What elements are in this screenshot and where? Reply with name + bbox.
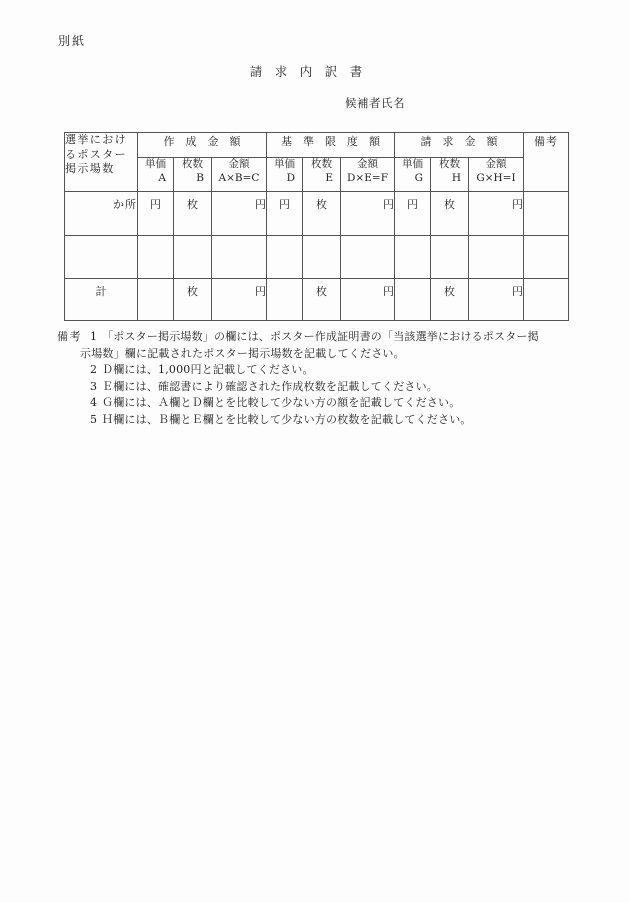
notes-label: 備考 — [57, 330, 82, 343]
total-cell-yen-c: 円 — [212, 279, 267, 321]
notes-section — [0, 329, 630, 429]
total-cell-d — [267, 279, 303, 321]
total-remarks-cell — [524, 279, 569, 321]
unit-cell-yen-d: 円 — [267, 192, 303, 236]
total-cell-sheets-h: 枚 — [431, 279, 469, 321]
total-cell-sheets-b: 枚 — [174, 279, 212, 321]
unit-cell-yen-f: 円 — [341, 192, 395, 236]
sub-header-sheets-h: 枚数 H — [431, 158, 469, 192]
empty-cell — [267, 236, 303, 279]
poster-sites-header-line: 掲示場数 — [65, 162, 115, 176]
note-text-3: Ｅ欄には、確認書により確認された作成枚数を記載してください。 — [102, 379, 438, 393]
unit-cell-yen-i: 円 — [469, 192, 524, 236]
note-item-5 — [0, 412, 630, 429]
total-cell-yen-i: 円 — [469, 279, 524, 321]
sites-unit-cell: か所 — [65, 192, 138, 236]
candidate-name-label: 候補者氏名 — [345, 96, 405, 110]
sub-header-unit-price-g: 単価 G — [395, 158, 431, 192]
sub-header-amount-f: 金額 D×E=F — [341, 158, 395, 192]
note-number-2: 2 — [90, 363, 97, 377]
note-item-1 — [0, 329, 630, 346]
empty-cell — [174, 236, 212, 279]
note-number-1: 1 — [90, 330, 97, 343]
total-cell-yen-f: 円 — [341, 279, 395, 321]
unit-cell-yen-g: 円 — [395, 192, 431, 236]
empty-entry-row — [65, 236, 569, 279]
total-row — [65, 279, 569, 321]
group-header-billing-amount: 請 求 金 額 — [395, 133, 524, 158]
note-text-5: Ｈ欄には、Ｂ欄とＥ欄とを比較して少ない方の枚数を記載してください。 — [102, 412, 472, 426]
total-cell-g — [395, 279, 431, 321]
total-cell-a — [138, 279, 174, 321]
note-item-3 — [0, 379, 630, 396]
page-title: 請 求 内 訳 書 — [249, 64, 363, 79]
billing-breakdown-table — [64, 132, 569, 321]
empty-cell — [303, 236, 341, 279]
remarks-entry-cell — [524, 192, 569, 236]
attachment-label: 別紙 — [58, 34, 87, 48]
note-text-2: Ｄ欄には、1,000円と記載してください。 — [102, 363, 314, 377]
remarks-column-header: 備考 — [524, 133, 569, 192]
entry-row-units — [65, 192, 569, 236]
total-cell-sheets-e: 枚 — [303, 279, 341, 321]
note-number-5: 5 — [90, 412, 97, 426]
poster-sites-column-header — [65, 133, 138, 192]
empty-cell — [524, 236, 569, 279]
group-header-standard-limit: 基 準 限 度 額 — [267, 133, 395, 158]
group-header-creation-amount: 作 成 金 額 — [138, 133, 267, 158]
unit-cell-sheets-h: 枚 — [431, 192, 469, 236]
empty-cell — [65, 236, 138, 279]
empty-cell — [395, 236, 431, 279]
note-text-1: 「ポスター掲示場数」の欄には、ポスター作成証明書の「当該選挙におけるポスター掲 — [102, 330, 539, 343]
empty-cell — [341, 236, 395, 279]
unit-cell-yen-a: 円 — [138, 192, 174, 236]
sub-header-unit-price-a: 単価 A — [138, 158, 174, 192]
empty-cell — [212, 236, 267, 279]
note-item-2 — [0, 362, 630, 379]
unit-cell-yen-c: 円 — [212, 192, 267, 236]
group-header-row — [65, 133, 569, 158]
unit-cell-sheets-e: 枚 — [303, 192, 341, 236]
sub-header-unit-price-d: 単価 D — [267, 158, 303, 192]
note-item-4 — [0, 395, 630, 412]
sub-header-sheets-e: 枚数 E — [303, 158, 341, 192]
unit-cell-sheets-b: 枚 — [174, 192, 212, 236]
note-text-4: Ｇ欄には、Ａ欄とＤ欄とを比較して少ない方の額を記載してください。 — [102, 396, 461, 410]
note-number-3: 3 — [90, 379, 97, 393]
sub-header-sheets-b: 枚数 B — [174, 158, 212, 192]
empty-cell — [138, 236, 174, 279]
sub-header-amount-c: 金額 A×B=C — [212, 158, 267, 192]
sub-header-row — [65, 158, 569, 192]
empty-cell — [431, 236, 469, 279]
poster-sites-header-line: るポスター — [65, 147, 127, 161]
poster-sites-header-line: 選挙におけ — [65, 133, 127, 146]
empty-cell — [469, 236, 524, 279]
note-number-4: 4 — [90, 396, 97, 410]
total-label-cell: 計 — [65, 279, 138, 321]
sub-header-amount-i: 金額 G×H=I — [469, 158, 524, 192]
note-text-1-continuation: 示場数」欄に記載されたポスター掲示場数を記載してください。 — [80, 346, 405, 360]
